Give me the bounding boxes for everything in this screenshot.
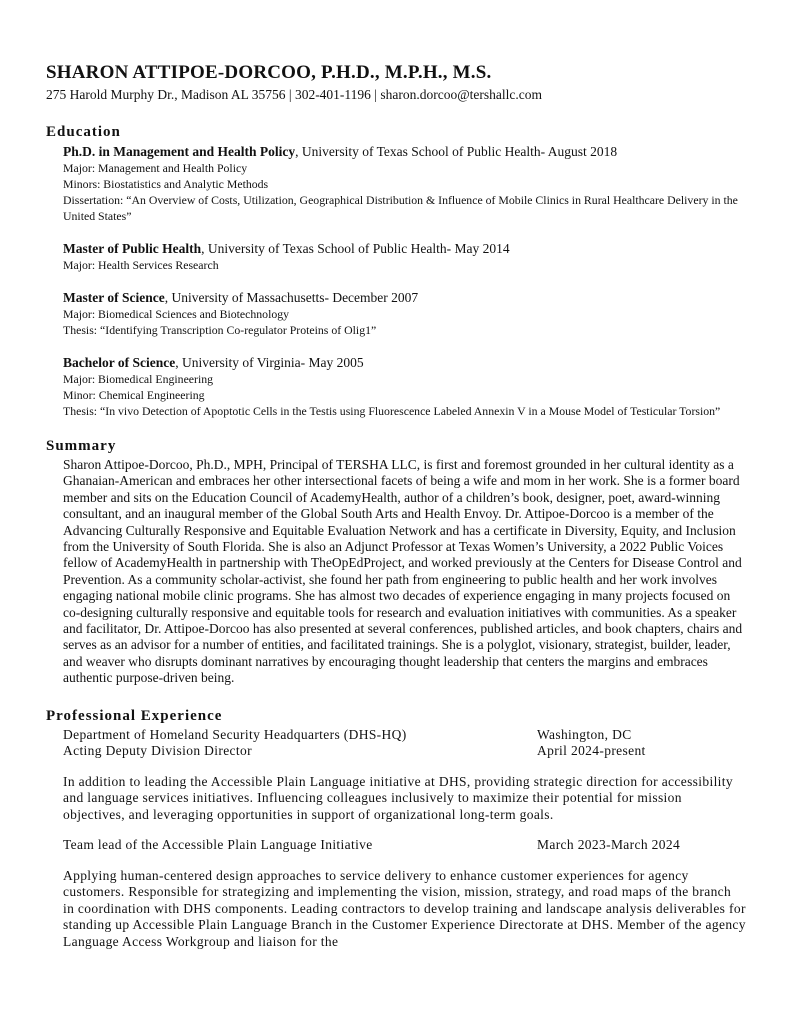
contact-line: 275 Harold Murphy Dr., Madison AL 35756 | 302-401-1196 | sharon.dorcoo@tershallc.com — [46, 87, 543, 102]
job-dates: April 2024-present — [537, 743, 646, 759]
education-entry — [63, 143, 746, 224]
degree-name: Bachelor of Science — [63, 355, 176, 370]
degree-line — [63, 354, 746, 371]
degree-name: Master of Science — [63, 290, 165, 305]
degree-detail: , University of Massachusetts- December 2007 — [164, 290, 419, 305]
education-detail-line: Minors: Biostatistics and Analytic Methods — [63, 177, 269, 191]
experience-paragraph-2: Applying human-centered design approaches to service delivery to enhance customer experiences for agency customers. Responsible for strategizing and implementing the vision, mission, strategy, and road maps of the branch in coordination with DHS components. Leading contractors to develop training and landscape analysis deliverables for standing up Accessible Plain Language Branch in the Customer Experience Directorate at DHS. Member of the agency Language Access Workgroup and liaison for the — [63, 867, 746, 949]
employer-location: Washington, DC — [537, 726, 632, 742]
education-entry — [63, 354, 746, 419]
section-summary — [46, 437, 746, 687]
education-detail-line: Thesis: “In vivo Detection of Apoptotic Cells in the Testis using Fluorescence Labeled Annexin V in a Mouse Model of Testicular Torsion” — [63, 404, 721, 418]
education-detail-line: Major: Biomedical Engineering — [63, 372, 214, 386]
job-title: Acting Deputy Division Director — [63, 743, 252, 759]
section-education — [46, 123, 746, 419]
degree-detail: , University of Virginia- May 2005 — [175, 355, 364, 370]
degree-line — [63, 143, 746, 160]
experience-content — [63, 727, 746, 951]
education-detail-line: Major: Biomedical Sciences and Biotechnology — [63, 307, 290, 321]
section-experience — [46, 707, 746, 951]
role-title: Team lead of the Accessible Plain Language Initiative — [63, 837, 373, 853]
employer-name: Department of Homeland Security Headquarters (DHS-HQ) — [63, 726, 407, 742]
education-entry — [63, 240, 746, 273]
summary-paragraph: Sharon Attipoe-Dorcoo, Ph.D., MPH, Principal of TERSHA LLC, is first and foremost grounded in her cultural identity as a Ghanaian-American and embraces her other intersectional facets of being a wife and mom in her work. She is a former board member and sits on the Education Council of AcademyHealth, author of a children’s book, designer, poet, award-winning consultant, and an inaugural member of the Global South Arts and Health Envoy. Dr. Attipoe-Dorcoo is a member of the Advancing Culturally Responsive and Equitable Evaluation Network and has a certificate in Diversity, Equity, and Inclusion from the University of South Florida. She is also an Adjunct Professor at Texas Women’s University, a 2022 Public Voices fellow of AcademyHealth in partnership with TheOpEdProject, and worked previously at the Centers for Disease Control and Prevention. As a community scholar-activist, she found her path from engineering to public health and her work involves engaging national mobile clinic programs. She has almost two decades of experience engaging in many projects focused on co-designing culturally responsive and equitable tools for research and evaluation initiatives with communities. As a speaker and facilitator, Dr. Attipoe-Dorcoo has also presented at several conferences, published articles, and book chapters, chairs and serves as an advisor for a number of entities, and facilitated trainings. She is a polyglot, visionary, strategist, builder, leader, and weaver who disrupts dominant narratives by encouraging thought leadership that centers the margins and embraces authentic purpose-driven being. — [63, 457, 743, 686]
education-heading: Education — [46, 124, 121, 140]
job-title-row — [63, 743, 746, 760]
degree-name: Ph.D. in Management and Health Policy — [63, 144, 296, 159]
education-entry — [63, 289, 746, 338]
education-detail-line: Thesis: “Identifying Transcription Co-regulator Proteins of Olig1” — [63, 323, 377, 337]
degree-line — [63, 289, 746, 306]
education-detail-line: Dissertation: “An Overview of Costs, Utilization, Geographical Distribution & Influence of Mobile Clinics in Rural Healthcare Delivery in the United States” — [63, 193, 738, 223]
role-dates: March 2023-March 2024 — [537, 837, 681, 853]
degree-detail: , University of Texas School of Public Health- May 2014 — [201, 241, 510, 256]
page-title: SHARON ATTIPOE-DORCOO, P.H.D., M.P.H., M.S. — [46, 62, 492, 83]
experience-heading: Professional Experience — [46, 707, 223, 724]
education-detail-line: Major: Health Services Research — [63, 258, 219, 272]
degree-name: Master of Public Health — [63, 241, 202, 256]
employer-row — [63, 727, 746, 744]
degree-line — [63, 240, 746, 257]
degree-detail: , University of Texas School of Public Health- August 2018 — [295, 144, 618, 159]
education-detail-line: Major: Management and Health Policy — [63, 161, 248, 175]
summary-heading: Summary — [46, 438, 117, 454]
education-entries — [63, 143, 746, 419]
role-row — [63, 837, 746, 854]
experience-paragraph-1: In addition to leading the Accessible Plain Language initiative at DHS, providing strategic direction for accessibility and language services initiatives. Influencing colleagues inclusively to maximize their potential for mission objectives, and leveraging opportunities in support of organizational long-term goals. — [63, 773, 733, 822]
education-detail-line: Minor: Chemical Engineering — [63, 388, 205, 402]
